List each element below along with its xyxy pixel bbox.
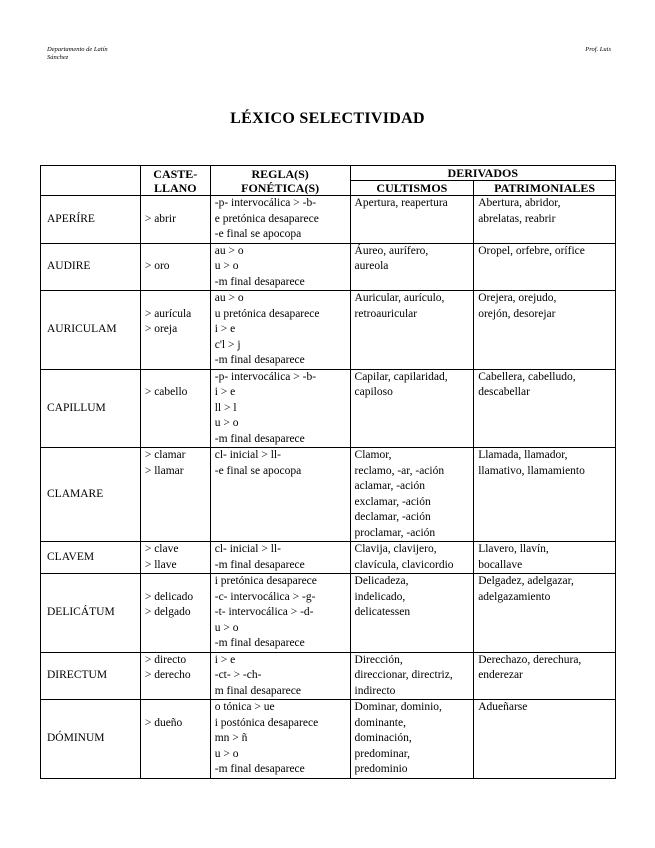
castellano-cell [140, 243, 210, 291]
patrimoniales-line: abrelatas, reabrir [478, 212, 556, 225]
rules-line: cl- inicial > ll- [214, 543, 281, 555]
table-row [41, 243, 616, 291]
patrimoniales-line: descabellar [478, 386, 530, 398]
cultismos-line: capiloso [354, 386, 393, 398]
table-row [41, 448, 616, 542]
castellano-line: > llave [144, 558, 177, 571]
cultismos-line: Dominar, dominio, [354, 701, 442, 713]
cultismos-line: Clamor, [354, 449, 392, 461]
rules-line: mn > ñ [214, 732, 248, 744]
castellano-line: > delicado [144, 590, 194, 603]
cultismos-line: exclamar, -ación [354, 495, 431, 508]
rules-line: o tónica > ue [214, 701, 275, 713]
latin-word-cell: CLAVEM [41, 542, 141, 574]
header-derivados: DERIVADOS [350, 166, 615, 181]
castellano-line [145, 574, 206, 590]
patrimoniales-cell [474, 448, 616, 542]
castellano-line [145, 196, 206, 212]
header-patrimoniales: PATRIMONIALES [474, 181, 616, 196]
castellano-line: > aurícula [144, 307, 192, 320]
rules-cell [210, 652, 350, 700]
rules-line: i > e [214, 323, 236, 335]
rules-line: au > o [214, 244, 244, 257]
cultismos-line: Apertura, reapertura [354, 197, 448, 209]
castellano-line [145, 244, 206, 260]
cultismos-line: predominar, [354, 747, 410, 760]
latin-word-cell: CAPILLUM [41, 369, 141, 448]
rules-cell [210, 196, 350, 244]
castellano-cell [140, 700, 210, 779]
castellano-line: > dueño [144, 716, 183, 729]
rules-line: -ct- > -ch- [214, 669, 262, 681]
patrimoniales-line: llamativo, llamamiento [478, 464, 585, 477]
cultismos-line: predominio [354, 763, 408, 775]
cultismos-line: retroauricular [354, 307, 418, 320]
cultismos-line: reclamo, -ar, -ación [354, 464, 445, 477]
latin-word-cell: AUDIRE [41, 243, 141, 291]
rules-line: -c- intervocálica > -g- [214, 590, 316, 603]
table-row [41, 700, 616, 779]
latin-word-cell: DIRECTUM [41, 652, 141, 700]
cultismos-line: clavícula, clavicordio [354, 558, 454, 571]
rules-cell [210, 243, 350, 291]
castellano-line: > llamar [144, 464, 184, 477]
header-professor: Prof. Luis [585, 46, 611, 53]
table-row [41, 574, 616, 653]
castellano-cell [140, 574, 210, 653]
rules-line: -m final desaparece [214, 763, 305, 775]
patrimoniales-line: enderezar [478, 669, 523, 681]
cultismos-line: Auricular, aurículo, [354, 292, 445, 304]
patrimoniales-line: Oropel, orfebre, orífice [478, 244, 585, 257]
header-cultismos: CULTISMOS [350, 181, 474, 196]
latin-word-cell: APERÍRE [41, 196, 141, 244]
patrimoniales-line: Derechazo, derechura, [478, 653, 582, 666]
latin-word-cell: CLAMARE [41, 448, 141, 542]
cultismos-line: Dirección, [354, 653, 403, 666]
rules-line: -m final desaparece [214, 637, 305, 649]
cultismos-cell [350, 574, 474, 653]
rules-line: c'l > j [214, 338, 241, 351]
cultismos-cell [350, 700, 474, 779]
latin-word-cell: DELICÁTUM [41, 574, 141, 653]
castellano-line: > oreja [144, 323, 178, 335]
rules-cell [210, 542, 350, 574]
castellano-line: > derecho [144, 669, 191, 681]
header-department-line2: Sánchez [47, 54, 69, 61]
latin-word-cell: AURICULAM [41, 291, 141, 370]
rules-line: au > o [214, 292, 244, 304]
rules-line: i pretónica desaparece [214, 575, 317, 587]
rules-cell [210, 291, 350, 370]
castellano-cell [140, 369, 210, 448]
rules-line: u > o [214, 260, 239, 272]
patrimoniales-line: bocallave [478, 558, 523, 571]
rules-line: -m final desaparece [214, 558, 305, 571]
cultismos-line: Delicadeza, [354, 575, 409, 587]
page-title: LÉXICO SELECTIVIDAD [230, 110, 425, 127]
rules-line: -p- intervocálica > -b- [214, 197, 317, 209]
cultismos-line: dominante, [354, 716, 406, 729]
cultismos-cell [350, 448, 474, 542]
patrimoniales-cell [474, 700, 616, 779]
cultismos-line: aclamar, -ación [354, 480, 425, 492]
cultismos-line: declamar, -ación [354, 511, 431, 523]
cultismos-cell [350, 369, 474, 448]
rules-line: -e final se apocopa [214, 464, 302, 477]
castellano-line: > directo [144, 653, 187, 666]
rules-line: cl- inicial > ll- [214, 449, 281, 461]
table-row [41, 369, 616, 448]
castellano-line: > clamar [144, 449, 186, 461]
cultismos-cell [350, 652, 474, 700]
castellano-line: > delgado [144, 606, 191, 618]
patrimoniales-cell [474, 369, 616, 448]
rules-line: ll > l [214, 401, 237, 414]
castellano-cell [140, 448, 210, 542]
rules-line: u > o [214, 417, 239, 429]
patrimoniales-line: Delgadez, adelgazar, [478, 575, 574, 587]
rules-line: i > e [214, 386, 236, 398]
rules-line: i postónica desaparece [214, 716, 319, 729]
patrimoniales-cell [474, 196, 616, 244]
cultismos-line: aureola [354, 260, 389, 272]
table-header-row-1 [41, 166, 616, 181]
patrimoniales-line: Llamada, llamador, [478, 449, 568, 461]
header-empty-cell [41, 166, 141, 196]
cultismos-line: indirecto [354, 684, 396, 697]
castellano-cell [140, 196, 210, 244]
patrimoniales-line: adelgazamiento [478, 590, 551, 603]
castellano-cell [140, 652, 210, 700]
patrimoniales-line: Abertura, abridor, [478, 197, 561, 209]
patrimoniales-line: Cabellera, cabelludo, [478, 370, 576, 383]
cultismos-cell [350, 542, 474, 574]
castellano-line: > cabello [144, 386, 188, 398]
header-castellano-line2: LLANO [153, 180, 197, 195]
cultismos-line: dominación, [354, 732, 412, 744]
rules-line: -p- intervocálica > -b- [214, 370, 317, 383]
cultismos-line: Áureo, aurífero, [354, 244, 429, 257]
rules-line: e pretónica desaparece [214, 212, 319, 225]
latin-word-cell: DÓMINUM [41, 700, 141, 779]
rules-line: -t- intervocálica > -d- [214, 606, 314, 618]
patrimoniales-line: Orejera, orejudo, [478, 292, 557, 304]
patrimoniales-cell [474, 243, 616, 291]
patrimoniales-cell [474, 291, 616, 370]
rules-line: u > o [214, 621, 239, 634]
table-row [41, 542, 616, 574]
rules-line: m final desaparece [214, 684, 301, 697]
rules-cell [210, 369, 350, 448]
lexicon-table [40, 165, 616, 779]
cultismos-cell [350, 291, 474, 370]
rules-line: -m final desaparece [214, 354, 305, 366]
header-department [47, 46, 108, 62]
header-department-line1: Departamento de Latín [47, 46, 108, 53]
patrimoniales-line: Llavero, llavín, [478, 543, 549, 555]
header-castellano-line1: CASTE- [153, 166, 198, 181]
header-reglas [210, 166, 350, 196]
patrimoniales-cell [474, 574, 616, 653]
rules-line: -e final se apocopa [214, 228, 302, 240]
castellano-line [145, 291, 206, 307]
rules-cell [210, 700, 350, 779]
table-row [41, 291, 616, 370]
castellano-line [145, 700, 206, 716]
cultismos-line: indelicado, [354, 590, 406, 603]
patrimoniales-cell [474, 542, 616, 574]
rules-line: i > e [214, 653, 236, 666]
table-body [41, 196, 616, 779]
cultismos-line: direccionar, directriz, [354, 669, 453, 681]
table-row [41, 652, 616, 700]
castellano-cell [140, 542, 210, 574]
header-reglas-line1: REGLA(S) [251, 166, 309, 181]
header-castellano [140, 166, 210, 196]
cultismos-line: Clavija, clavijero, [354, 543, 437, 555]
castellano-line [145, 370, 206, 386]
cultismos-line: delicatessen [354, 606, 411, 618]
cultismos-line: Capilar, capilaridad, [354, 370, 448, 383]
castellano-line: > clave [144, 543, 179, 555]
table-row [41, 196, 616, 244]
rules-line: u > o [214, 747, 239, 760]
castellano-line: > abrir [144, 212, 176, 225]
castellano-cell [140, 291, 210, 370]
castellano-line: > oro [144, 260, 170, 272]
patrimoniales-cell [474, 652, 616, 700]
rules-line: -m final desaparece [214, 432, 305, 445]
cultismos-line: proclamar, -ación [354, 526, 436, 539]
rules-line: u pretónica desaparece [214, 307, 320, 320]
patrimoniales-line: orejón, desorejar [478, 307, 556, 320]
cultismos-cell [350, 243, 474, 291]
rules-line: -m final desaparece [214, 275, 305, 288]
cultismos-cell [350, 196, 474, 244]
header-reglas-line2: FONÉTICA(S) [241, 180, 320, 195]
patrimoniales-line: Adueñarse [478, 701, 528, 713]
rules-cell [210, 448, 350, 542]
rules-cell [210, 574, 350, 653]
